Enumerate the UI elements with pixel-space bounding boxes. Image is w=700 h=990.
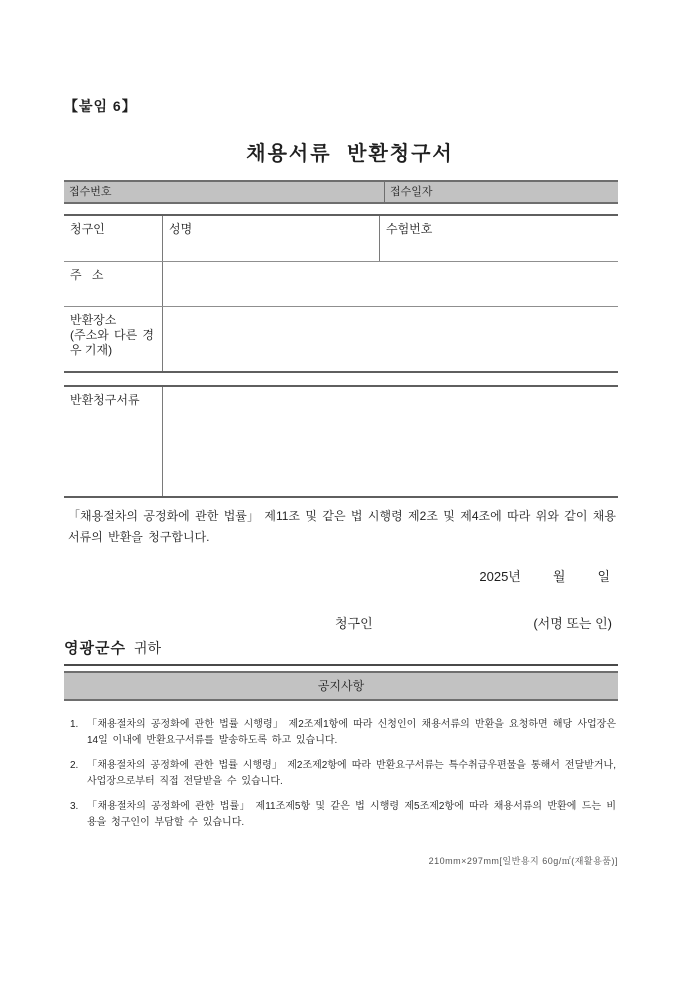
return-place-label bbox=[64, 307, 163, 371]
notice-item-3-number: 3. bbox=[70, 801, 79, 812]
address-label: 주 소 bbox=[64, 262, 163, 306]
paper-spec-footer: 210mm×297mm[일반용지 60g/㎡(재활용품)] bbox=[428, 856, 618, 866]
receipt-number-label: 접수번호 bbox=[64, 182, 385, 202]
signature-claimant-label: 청구인 bbox=[335, 616, 373, 631]
exam-number-label: 수험번호 bbox=[386, 222, 433, 236]
return-place-field[interactable] bbox=[163, 307, 618, 371]
notice-item-3-text: 「채용절차의 공정화에 관한 법률」 제11조제5항 및 같은 법 시행령 제5조제2항에 따라 채용서류의 반환에 드는 비용을 청구인이 부담할 수 있습니다. bbox=[87, 801, 616, 828]
receipt-date-label: 접수일자 bbox=[390, 186, 433, 198]
notice-header-bar: 공지사항 bbox=[64, 671, 618, 701]
addressee-honorific: 귀하 bbox=[133, 640, 162, 656]
date-line bbox=[64, 566, 610, 585]
return-documents-table bbox=[64, 385, 618, 498]
date-month: 월 bbox=[552, 569, 566, 584]
return-documents-field[interactable] bbox=[163, 387, 618, 496]
date-day: 일 bbox=[597, 569, 610, 584]
addressee-line bbox=[64, 637, 161, 658]
legal-statement: 「채용절차의 공정화에 관한 법률」 제11조 및 같은 법 시행령 제2조 및 제4조에 따라 위와 같이 채용서류의 반환을 청구합니다. bbox=[68, 509, 616, 544]
addressee-name: 영광군수 bbox=[64, 640, 126, 657]
table-row-claimant bbox=[64, 216, 618, 261]
signature-line bbox=[64, 613, 618, 631]
notice-item-2-number: 2. bbox=[70, 760, 79, 771]
notice-item-2 bbox=[70, 758, 616, 790]
name-field[interactable] bbox=[163, 216, 380, 261]
divider-rule bbox=[64, 664, 618, 666]
notice-item-2-text: 「채용절차의 공정화에 관한 법률 시행령」 제2조제2항에 따라 반환요구서류는 특수취급우편물을 통해서 전달받거나, 사업장으로부터 직접 전달받을 수 있습니다. bbox=[87, 760, 616, 787]
return-documents-label: 반환청구서류 bbox=[64, 387, 163, 496]
attachment-label: 【붙임 6】 bbox=[64, 98, 137, 114]
notice-list bbox=[70, 717, 616, 840]
applicant-info-table bbox=[64, 214, 618, 373]
notice-item-1-number: 1. bbox=[70, 719, 79, 730]
receipt-header-bar bbox=[64, 180, 618, 204]
signature-seal-note: (서명 또는 인) bbox=[533, 616, 612, 631]
return-place-note: (주소와 다른 경우 기재) bbox=[70, 328, 154, 357]
return-place-label-text: 반환장소 bbox=[70, 313, 117, 327]
address-field[interactable] bbox=[163, 262, 618, 306]
table-row-address bbox=[64, 261, 618, 306]
name-label: 성명 bbox=[169, 222, 193, 236]
claimant-label: 청구인 bbox=[64, 216, 163, 261]
exam-number-field[interactable] bbox=[380, 216, 618, 261]
notice-item-1-text: 「채용절차의 공정화에 관한 법률 시행령」 제2조제1항에 따라 신청인이 채용서류의 반환을 요청하면 해당 사업장은 14일 이내에 반환요구서류를 발송하도록 하고 있습니다. bbox=[87, 719, 616, 746]
notice-item-3 bbox=[70, 799, 616, 831]
table-row-return-place bbox=[64, 306, 618, 371]
page-title: 채용서류 반환청구서 bbox=[246, 143, 454, 165]
date-year: 2025년 bbox=[479, 569, 521, 584]
notice-item-1 bbox=[70, 717, 616, 749]
